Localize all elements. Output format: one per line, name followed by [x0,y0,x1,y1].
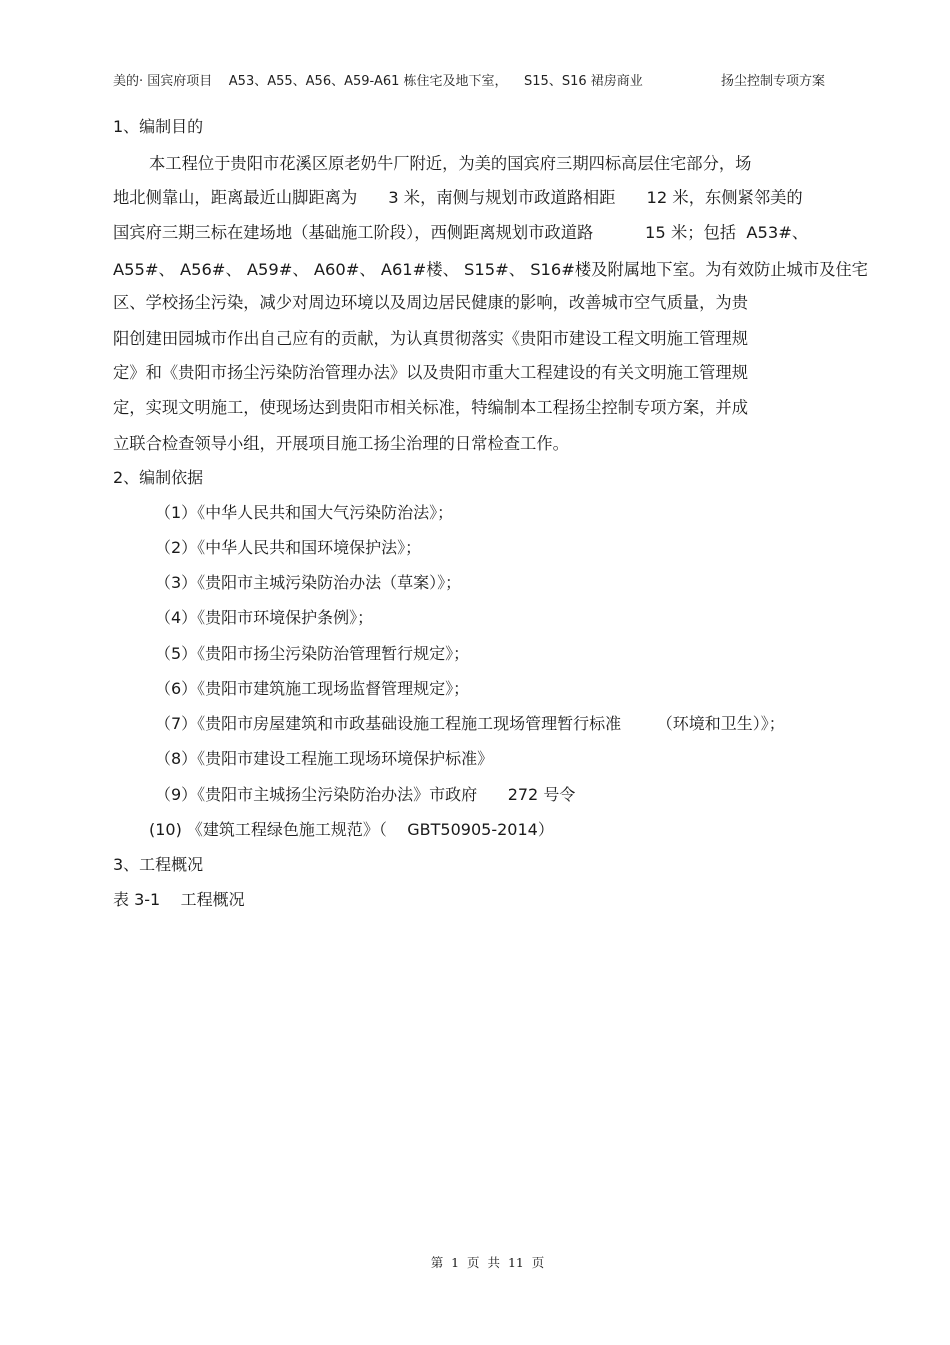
section-1-title: 1、编制目的 [113,117,204,136]
section-3-title: 3、工程概况 [113,855,204,874]
table-caption: 表 3-1 工程概况 [113,890,245,909]
reference-item: (10) 《建筑工程绿色施工规范》（ GBT50905-2014） [149,820,554,839]
reference-item: （8）《贵阳市建设工程施工现场环境保护标准》 [155,749,494,768]
paragraph-line: 区、学校扬尘污染，减少对周边环境以及周边居民健康的影响，改善城市空气质量，为贵 [113,293,748,312]
reference-item: （9）《贵阳市主城扬尘污染防治办法》市政府 272 号令 [155,785,576,804]
header-doc-title: 扬尘控制专项方案 [721,74,826,89]
paragraph-line: 本工程位于贵阳市花溪区原老奶牛厂附近，为美的国宾府三期四标高层住宅部分，场 [149,154,752,173]
paragraph-line: 立联合检查领导小组，开展项目施工扬尘治理的日常检查工作。 [113,434,569,453]
reference-item: （2）《中华人民共和国环境保护法》； [155,538,422,557]
reference-item: （3）《贵阳市主城污染防治办法（草案）》； [155,573,462,592]
paragraph-line: 国宾府三期三标在建场地（基础施工阶段），西侧距离规划市政道路 15 米；包括 A53#、 [113,223,809,242]
section-2-title: 2、编制依据 [113,468,204,487]
paragraph-line: A55#、 A56#、 A59#、 A60#、 A61#楼、 S15#、 S16#楼及附属地下室。为有效防止城市及住宅 [113,260,868,279]
paragraph-line: 地北侧靠山，距离最近山脚距离为 3 米，南侧与规划市政道路相距 12 米，东侧紧邻美的 [113,188,803,207]
header-project: 美的· 国宾府项目 A53、A55、A56、A59-A61 栋住宅及地下室， S15、S16 裙房商业 [113,74,643,89]
reference-item: （7）《贵阳市房屋建筑和市政基础设施工程施工现场管理暂行标准 （环境和卫生）》； [155,714,785,733]
reference-item: （6）《贵阳市建筑施工现场监督管理规定》； [155,679,470,698]
page-number: 第 1 页 共 11 页 [430,1255,545,1270]
paragraph-line: 阳创建田园城市作出自己应有的贡献，为认真贯彻落实《贵阳市建设工程文明施工管理规 [113,329,748,348]
paragraph-line: 定，实现文明施工，使现场达到贵阳市相关标准，特编制本工程扬尘控制专项方案，并成 [113,398,748,417]
reference-item: （1）《中华人民共和国大气污染防治法》； [155,503,454,522]
reference-item: （5）《贵阳市扬尘污染防治管理暂行规定》； [155,644,470,663]
paragraph-line: 定》和《贵阳市扬尘污染防治管理办法》以及贵阳市重大工程建设的有关文明施工管理规 [113,363,748,382]
reference-item: （4）《贵阳市环境保护条例》； [155,608,374,627]
